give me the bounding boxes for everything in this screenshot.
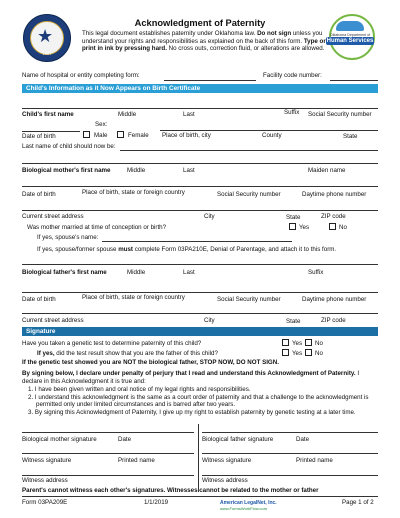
child-state-label: State bbox=[343, 133, 358, 140]
mother-name-line[interactable] bbox=[22, 163, 378, 164]
mother-pob-label: Place of birth, state or foreign country bbox=[82, 189, 185, 196]
result-no-checkbox[interactable] bbox=[305, 349, 312, 356]
genetic-yes-checkbox[interactable] bbox=[282, 339, 289, 346]
father-phone-label: Daytime phone number bbox=[302, 296, 367, 303]
mother-ssn-label: Social Security number bbox=[217, 191, 281, 198]
result-yes-checkbox[interactable] bbox=[282, 349, 289, 356]
father-address-line[interactable] bbox=[22, 313, 378, 314]
declaration-list bbox=[28, 386, 376, 416]
mother-witness-label: Witness signature bbox=[22, 457, 72, 464]
father-pob-label: Place of birth, state or foreign country bbox=[82, 294, 185, 301]
mother-signature-field[interactable] bbox=[22, 432, 194, 433]
male-label: Male bbox=[94, 132, 108, 139]
father-dob-label: Date of birth bbox=[22, 296, 56, 303]
facility-field[interactable] bbox=[330, 80, 378, 81]
mother-zip-label: ZIP code bbox=[321, 213, 346, 220]
result-yes-label: Yes bbox=[292, 350, 303, 357]
last-name-change-field[interactable] bbox=[120, 150, 378, 151]
father-witness-address-field[interactable] bbox=[202, 475, 378, 476]
genetic-test-question: Have you taken a genetic test to determine paternity of this child? bbox=[22, 340, 202, 347]
father-first-name-label: Biological father's first name bbox=[22, 269, 107, 276]
stop-warning: If the genetic test showed you are NOT the biological father, STOP NOW, DO NOT SIGN. bbox=[22, 359, 279, 366]
father-city-label: City bbox=[204, 317, 215, 324]
genetic-no-label: No bbox=[315, 340, 323, 347]
mother-signature-label: Biological mother signature bbox=[22, 436, 97, 443]
child-county-label: County bbox=[262, 132, 282, 139]
last-name-change-label: Last name of child should now be: bbox=[22, 143, 116, 150]
genetic-no-checkbox[interactable] bbox=[305, 339, 312, 346]
child-dob-line[interactable] bbox=[22, 131, 80, 132]
declaration-item: 3. By signing this Acknowledgment of Paternity, I give up my right to establish paternity by genetic testing at a later time. bbox=[28, 408, 356, 416]
mother-dob-label: Date of birth bbox=[22, 191, 56, 198]
child-name-line[interactable] bbox=[22, 108, 378, 109]
father-state-label: State bbox=[286, 318, 301, 325]
page-number: Page 1 of 2 bbox=[342, 499, 374, 506]
mother-address-label: Current street address bbox=[22, 213, 84, 220]
father-witness-field[interactable] bbox=[202, 453, 378, 454]
form-date: 1/1/2019 bbox=[144, 499, 169, 506]
married-no-label: No bbox=[339, 224, 347, 231]
oklahoma-seal-logo: ★ 1907 bbox=[23, 14, 71, 62]
declaration-item: 2. I understand this acknowledgment is the same as a court order of paternity and that a challenge to the acknowledgment is permitted only under limited circumstances and is barred after two years. bbox=[28, 393, 369, 409]
mother-first-name-label: Biological mother's first name bbox=[22, 167, 111, 174]
male-checkbox[interactable] bbox=[83, 131, 90, 138]
father-last-label: Last bbox=[183, 269, 195, 276]
form-title: Acknowledgment of Paternity bbox=[134, 18, 266, 28]
father-dob-line[interactable] bbox=[22, 292, 378, 293]
child-first-name-label: Child's first name bbox=[22, 111, 74, 118]
father-name-line[interactable] bbox=[22, 264, 378, 265]
mother-middle-label: Middle bbox=[127, 167, 146, 174]
father-date-label: Date bbox=[296, 436, 310, 443]
declaration-item: 1. I have been given written and oral notice of my legal rights and responsibilities. bbox=[28, 386, 251, 393]
mother-state-label: State bbox=[286, 214, 301, 221]
mother-dob-line[interactable] bbox=[22, 186, 378, 187]
mother-maiden-label: Maiden name bbox=[308, 167, 346, 174]
seal-year: 1907 bbox=[42, 51, 52, 56]
married-yes-checkbox[interactable] bbox=[289, 223, 296, 230]
spouse-name-label: If yes, spouse's name: bbox=[37, 234, 99, 241]
father-middle-label: Middle bbox=[127, 269, 146, 276]
child-section-header: Child's Information as it Now Appears on Birth Certificate bbox=[22, 84, 378, 93]
child-last-label: Last bbox=[183, 111, 195, 118]
father-suffix-label: Suffix bbox=[308, 269, 324, 276]
father-witness-label: Witness signature bbox=[202, 457, 252, 464]
result-no-label: No bbox=[315, 350, 323, 357]
father-witness-address-label: Witness address bbox=[202, 477, 248, 484]
mother-witness-printed-label: Printed name bbox=[118, 457, 155, 464]
witness-note: Parent's cannot witness each other's signatures. Witnesses cannot be related to the mother or father bbox=[22, 487, 319, 494]
footer-rule bbox=[22, 496, 378, 497]
female-checkbox[interactable] bbox=[117, 131, 124, 138]
child-dob-label: Date of birth bbox=[22, 133, 56, 140]
hospital-field[interactable] bbox=[164, 80, 256, 81]
child-ssn-label: Social Security number bbox=[308, 111, 372, 118]
mother-phone-label: Daytime phone number bbox=[302, 191, 367, 198]
child-sex-label: Sex: bbox=[95, 121, 108, 128]
test-result-question: If yes, did the test result show that you are the father of this child? bbox=[37, 350, 218, 357]
genetic-yes-label: Yes bbox=[292, 340, 303, 347]
child-pob-line[interactable] bbox=[160, 130, 378, 131]
father-address-label: Current street address bbox=[22, 317, 84, 324]
signature-section-header: Signature bbox=[22, 327, 378, 336]
american-legalnet-logo: American LegalNet, Inc. www.FormsWorkFlow.com bbox=[220, 500, 277, 511]
mother-date-label: Date bbox=[118, 436, 132, 443]
father-signature-field[interactable] bbox=[202, 432, 378, 433]
child-suffix-label: Suffix bbox=[284, 109, 300, 116]
father-ssn-label: Social Security number bbox=[217, 296, 281, 303]
child-pob-label: Place of birth, city bbox=[162, 132, 211, 139]
mother-witness-address-field[interactable] bbox=[22, 475, 194, 476]
hospital-label: Name of hospital or entity completing form: bbox=[22, 72, 140, 79]
mother-city-label: City bbox=[204, 213, 215, 220]
married-no-checkbox[interactable] bbox=[329, 223, 336, 230]
dhs-logo: Oklahoma Department of Human Services bbox=[320, 14, 380, 58]
female-label: Female bbox=[128, 132, 149, 139]
father-witness-printed-label: Printed name bbox=[296, 457, 333, 464]
mother-witness-field[interactable] bbox=[22, 453, 194, 454]
child-middle-label: Middle bbox=[118, 111, 137, 118]
intro-text: This legal document establishes paternity under Oklahoma law. Do not sign unless you understand your rights and responsibilities as explained on the back of this form. Type or print in ink by pressing hard. No cross outs, correction fluid, or alterations are allowed. bbox=[82, 30, 326, 53]
form-number: Form 03PA209E bbox=[22, 499, 68, 506]
spouse-name-field[interactable] bbox=[102, 241, 292, 242]
father-signature-label: Biological father signature bbox=[202, 436, 274, 443]
mother-last-label: Last bbox=[183, 167, 195, 174]
mother-address-line[interactable] bbox=[22, 210, 378, 211]
married-yes-label: Yes bbox=[299, 224, 310, 231]
father-zip-label: ZIP code bbox=[321, 317, 346, 324]
signature-divider bbox=[198, 424, 199, 492]
declaration-text: By signing below, I declare under penalty of perjury that I read and understand this Acknowledgment of Paternity. I declare in this Acknowledgment it is true and: bbox=[22, 370, 360, 385]
mother-witness-address-label: Witness address bbox=[22, 477, 68, 484]
spouse-note: If yes, spouse/former spouse must complete Form 03PA210E, Denial of Parentage, and attach it to this form. bbox=[37, 246, 337, 253]
facility-label: Facility code number: bbox=[263, 72, 322, 79]
married-question: Was mother married at time of conception or birth? bbox=[27, 224, 167, 231]
